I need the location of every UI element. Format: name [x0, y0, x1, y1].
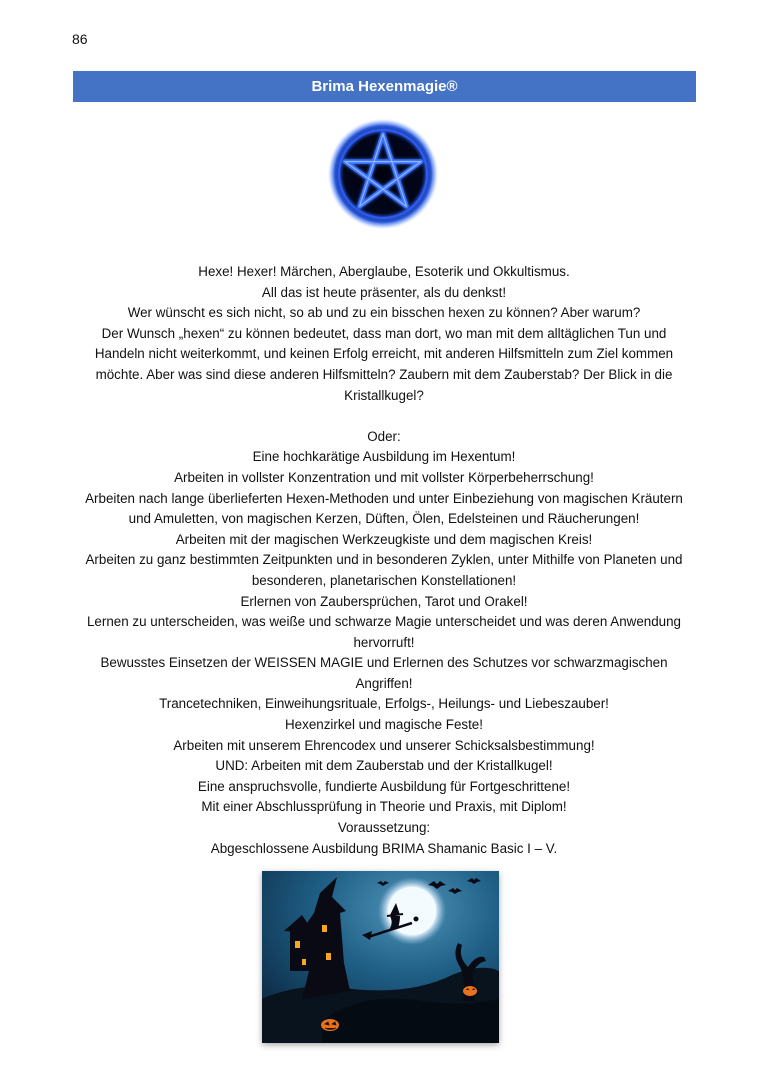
halloween-witch-image — [262, 871, 499, 1043]
body-text — [84, 262, 684, 859]
main-line: UND: Arbeiten mit dem Zauberstab und der Kristallkugel! — [215, 758, 553, 774]
title-banner — [73, 71, 696, 102]
main-line: Arbeiten mit unserem Ehrencodex und unserer Schicksalsbestimmung! — [173, 737, 595, 753]
main-line: Oder: — [367, 428, 401, 444]
main-line: Arbeiten zu ganz bestimmten Zeitpunkten und in besonderen Zyklen, unter Mithilfe von Planeten und besonderen, planetarischen Konstellationen! — [85, 552, 683, 588]
main-line: Voraussetzung: — [337, 820, 431, 836]
main-line: Erlernen von Zaubersprüchen, Tarot und Orakel! — [240, 593, 528, 609]
main-line: Eine anspruchsvolle, fundierte Ausbildung für Fortgeschrittene! — [197, 778, 571, 794]
intro-line: Wer wünscht es sich nicht, so ab und zu ein bisschen hexen zu können? Aber warum? — [127, 305, 641, 321]
intro-line: All das ist heute präsenter, als du denkst! — [261, 284, 507, 300]
page-title: Brima Hexenmagie® — [311, 78, 458, 95]
paragraph-spacer — [84, 406, 684, 427]
main-line: Arbeiten nach lange überlieferten Hexen-Methoden und unter Einbeziehung von magischen Kräutern und Amuletten, von magischen Kerzen, Düften, Ölen, Edelsteinen und Räucherungen! — [85, 490, 683, 527]
page-number: 86 — [72, 31, 88, 47]
main-line: Abgeschlossene Ausbildung BRIMA Shamanic Basic I – V. — [210, 840, 558, 856]
pentagram-image — [327, 118, 439, 230]
main-line: Arbeiten mit der magischen Werkzeugkiste und dem magischen Kreis! — [175, 531, 593, 547]
main-line: Trancetechniken, Einweihungsrituale, Erfolgs-, Heilungs- und Liebeszauber! — [159, 696, 609, 712]
main-line: Hexenzirkel und magische Feste! — [285, 717, 483, 733]
main-line: Lernen zu unterscheiden, was weiße und schwarze Magie unterscheidet und was deren Anwendung hervorruft! — [86, 614, 682, 650]
main-line: Arbeiten in vollster Konzentration und mit vollster Körperbeherrschung! — [174, 469, 594, 485]
main-line: Eine hochkarätige Ausbildung im Hexentum! — [252, 449, 516, 465]
intro-line: Hexe! Hexer! Märchen, Aberglaube, Esoterik und Okkultismus. — [198, 264, 570, 279]
main-line: Mit einer Abschlussprüfung in Theorie und Praxis, mit Diplom! — [201, 799, 567, 815]
main-line: Bewusstes Einsetzen der WEISSEN MAGIE und Erlernen des Schutzes vor schwarzmagischen Angriffen! — [100, 655, 668, 691]
intro-line: Der Wunsch „hexen“ zu können bedeutet, dass man dort, wo man mit dem alltäglichen Tun und Handeln nicht weiterkommt, und keinen Erfolg erreicht, mit anderen Hilfsmitteln zum Ziel kommen möchte. Aber was sind diese anderen Hilfsmitteln? Zaubern mit dem Zauberstab? Der Blick in die Kristallkugel? — [94, 325, 674, 403]
